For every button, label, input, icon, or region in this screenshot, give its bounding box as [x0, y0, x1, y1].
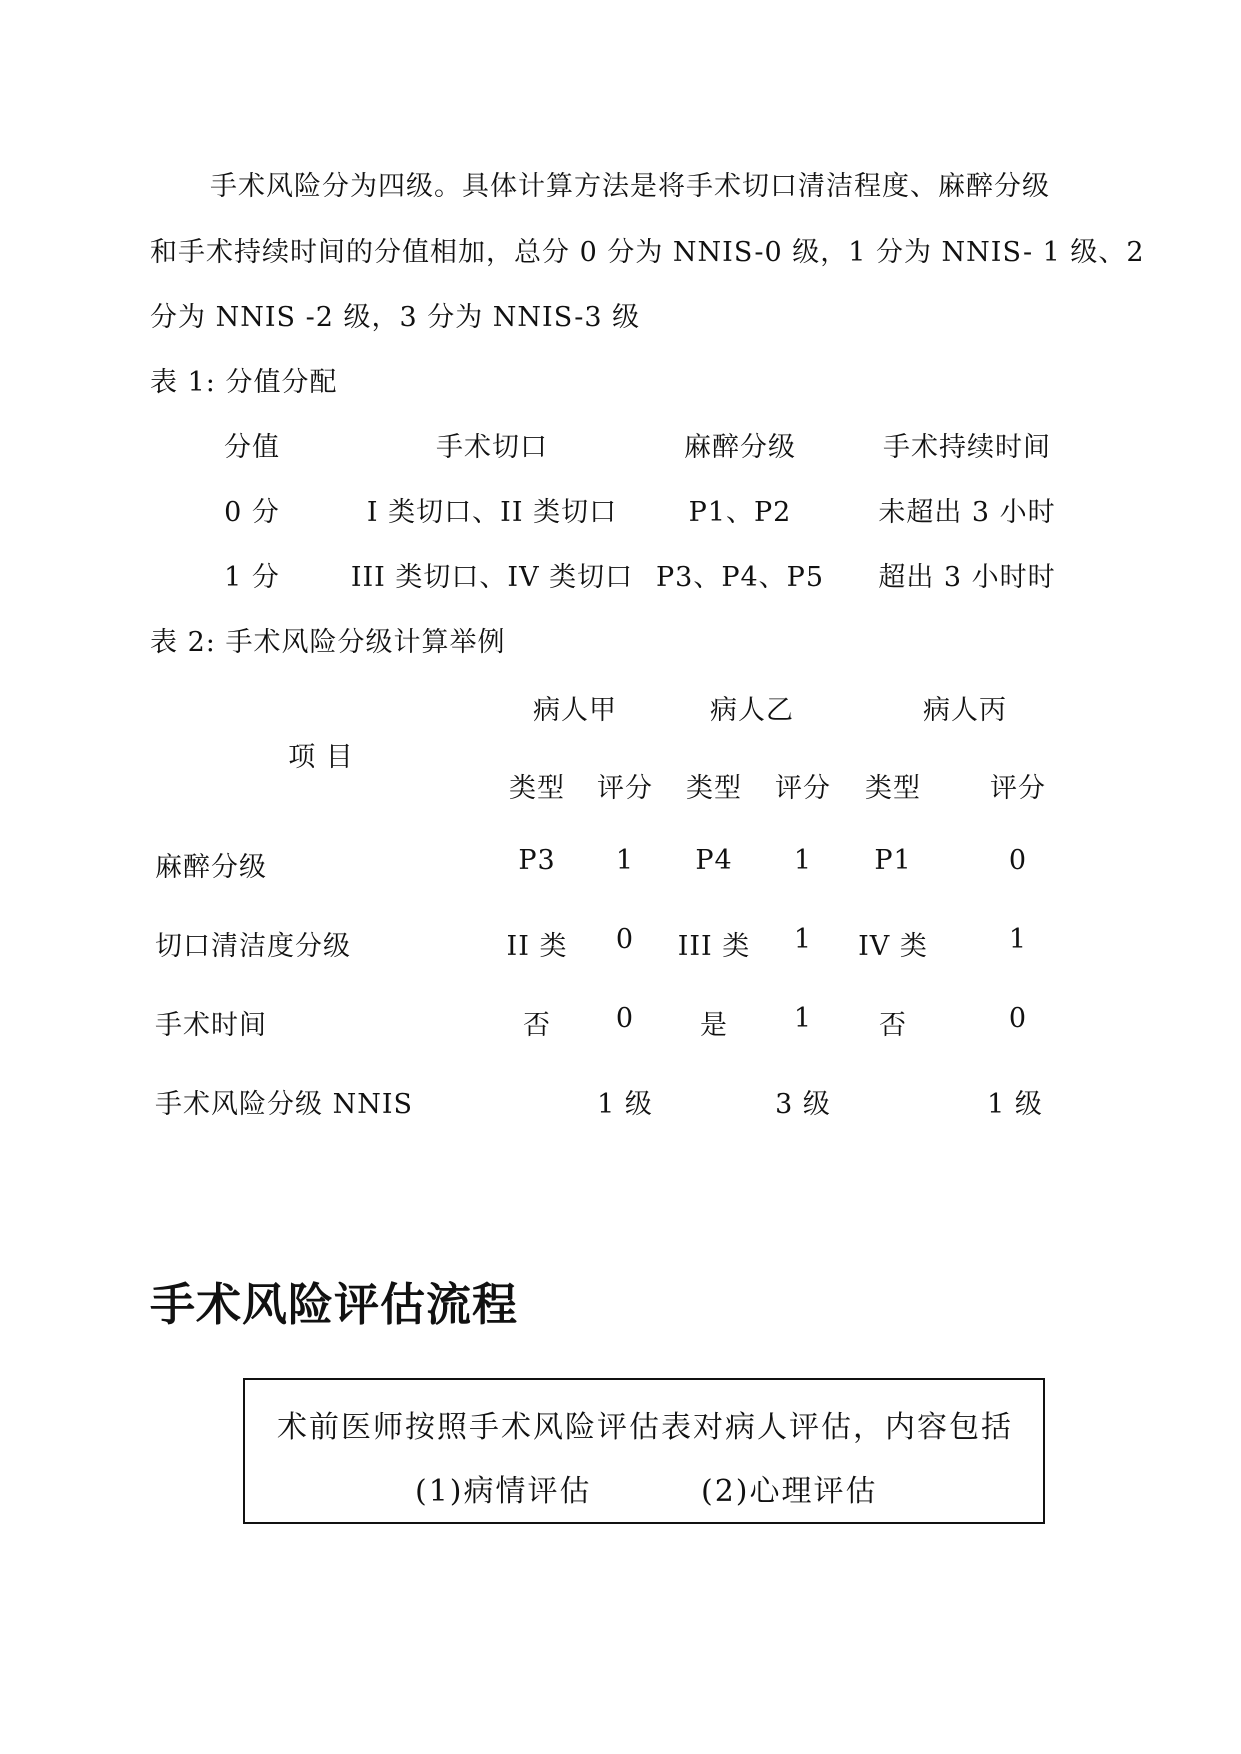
- table1-row1-anesthesia: P1、P2: [688, 497, 792, 528]
- table2-patient-a: 病人甲: [533, 695, 617, 726]
- table2-nnis-grade-a: 1 级: [597, 1089, 653, 1120]
- table2-cell: 是: [700, 1010, 728, 1041]
- table1-row2-duration: 超出 3 小时时: [878, 562, 1056, 593]
- table2-cell: III 类: [677, 931, 751, 962]
- table2-nnis-grade-b: 3 级: [775, 1089, 831, 1120]
- flow-box-item-condition: (1)病情评估: [415, 1474, 592, 1509]
- table2-cell: 1: [1008, 924, 1028, 955]
- table1-row1-score: 0 分: [224, 497, 280, 528]
- table2-nnis-grade-c: 1 级: [987, 1089, 1043, 1120]
- table1-caption: 表 1: 分值分配: [150, 367, 338, 398]
- table2-cell: 0: [615, 924, 635, 955]
- table2-row-label: 麻醉分级: [155, 852, 267, 883]
- table2-subheader-score-a: 评分: [597, 773, 653, 804]
- table2-subheader-score-b: 评分: [775, 773, 831, 804]
- table2-cell: 否: [879, 1010, 907, 1041]
- table1-header-incision: 手术切口: [436, 432, 548, 463]
- table1-row2-anesthesia: P3、P4、P5: [655, 562, 825, 593]
- table2-cell: P3: [518, 845, 556, 876]
- table2-subheader-score-c: 评分: [990, 773, 1046, 804]
- table2-cell: 1: [793, 845, 813, 876]
- table2-cell: 0: [1008, 845, 1028, 876]
- table1-header-anesthesia: 麻醉分级: [684, 432, 796, 463]
- table1-header-score: 分值: [224, 432, 280, 463]
- intro-line-1: 手术风险分为四级。具体计算方法是将手术切口清洁程度、麻醉分级: [210, 171, 1050, 202]
- intro-line-3: 分为 NNIS -2 级，3 分为 NNIS-3 级: [150, 302, 641, 333]
- table2-cell: P1: [874, 845, 912, 876]
- table1-row1-incision: I 类切口、II 类切口: [366, 497, 618, 528]
- flow-box-line-1: 术前医师按照手术风险评估表对病人评估，内容包括: [277, 1410, 1013, 1445]
- table2-subheader-type-a: 类型: [509, 773, 565, 804]
- table1-row1-duration: 未超出 3 小时: [878, 497, 1056, 528]
- table2-cell: P4: [695, 845, 733, 876]
- flow-box-item-psychology: (2)心理评估: [701, 1474, 878, 1509]
- table2-patient-c: 病人丙: [923, 695, 1007, 726]
- flow-box: [243, 1378, 1045, 1524]
- table2-nnis-label: 手术风险分级 NNIS: [155, 1089, 413, 1120]
- table2-subheader-type-b: 类型: [686, 773, 742, 804]
- table2-row-label: 手术时间: [155, 1010, 267, 1041]
- table2-patient-b: 病人乙: [710, 695, 794, 726]
- intro-line-2: 和手术持续时间的分值相加，总分 0 分为 NNIS-0 级，1 分为 NNIS- 1 级、2: [150, 237, 1145, 268]
- section-title: 手术风险评估流程: [150, 1278, 519, 1331]
- table1-row2-score: 1 分: [224, 562, 280, 593]
- table2-cell: 0: [1008, 1003, 1028, 1034]
- table2-cell: 1: [615, 845, 635, 876]
- table2-cell: 否: [523, 1010, 551, 1041]
- table2-cell: 0: [615, 1003, 635, 1034]
- table2-caption: 表 2: 手术风险分级计算举例: [150, 627, 506, 658]
- table2-cell: 1: [793, 1003, 813, 1034]
- table1-header-duration: 手术持续时间: [883, 432, 1051, 463]
- table2-subheader-type-c: 类型: [865, 773, 921, 804]
- table1-row2-incision: III 类切口、IV 类切口: [350, 562, 634, 593]
- table2-cell: IV 类: [858, 931, 928, 962]
- table2-item-header: 项 目: [288, 742, 354, 773]
- table2-cell: II 类: [506, 931, 568, 962]
- table2-row-label: 切口清洁度分级: [155, 931, 351, 962]
- table2-cell: 1: [793, 924, 813, 955]
